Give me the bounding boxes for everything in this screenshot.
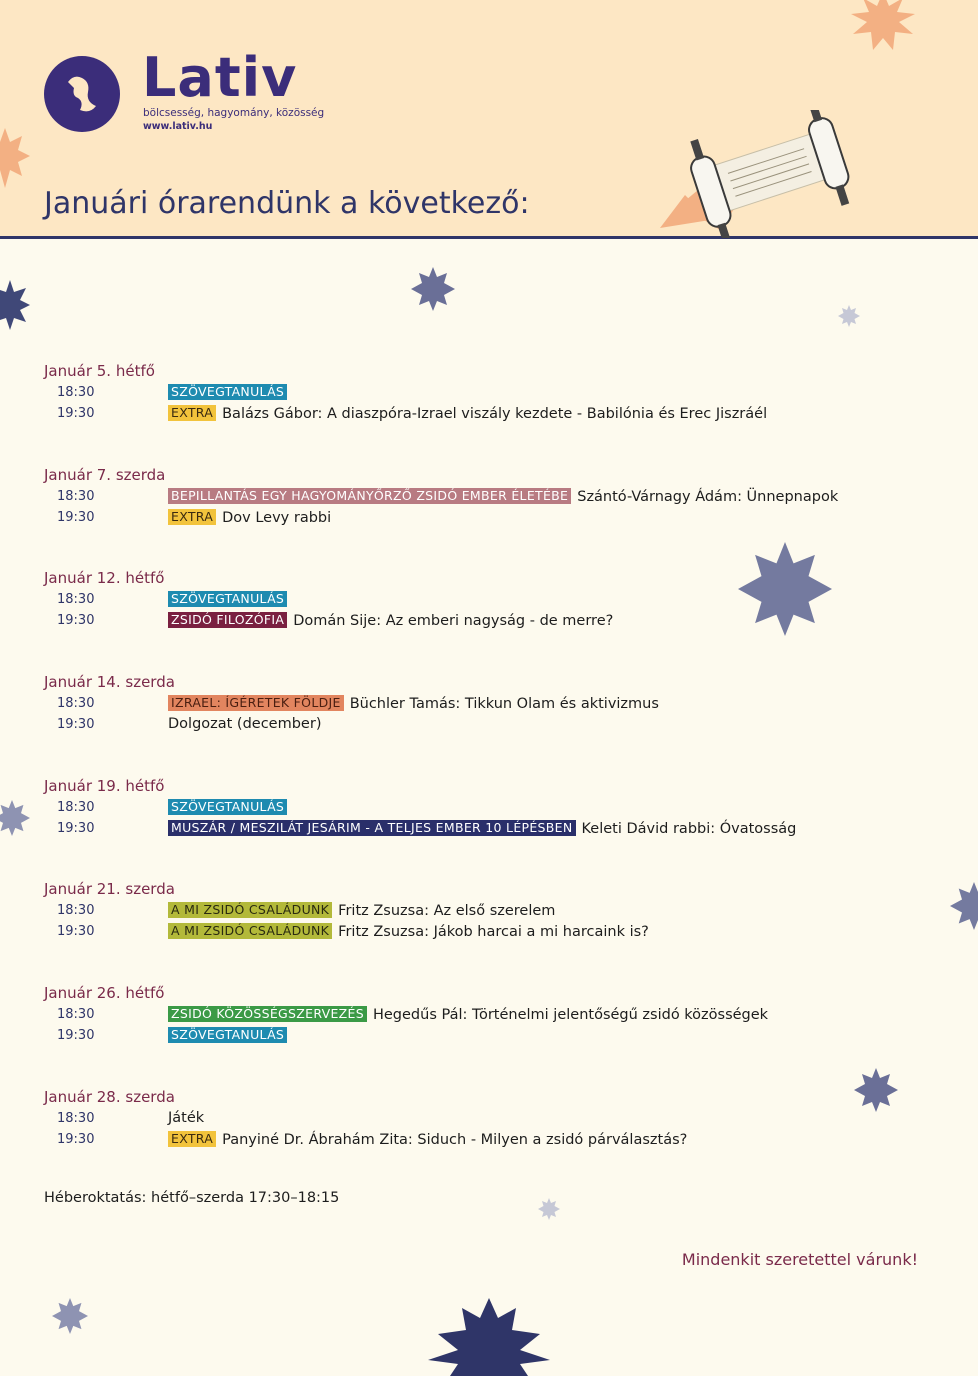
session-row: [168, 591, 293, 609]
session-time: 18:30: [57, 1007, 95, 1022]
day-title: Január 26. hétfő: [44, 984, 165, 1002]
star-decoration-icon: [950, 882, 978, 930]
session-time: 19:30: [57, 1132, 95, 1147]
session-time: 19:30: [57, 821, 95, 836]
star-decoration-icon: [411, 267, 455, 311]
star-decoration-icon: [854, 1068, 898, 1112]
day-title: Január 5. hétfő: [44, 362, 155, 380]
hebrew-lessons-note: Héberoktatás: hétfő–szerda 17:30–18:15: [44, 1190, 340, 1206]
session-row: [168, 902, 555, 920]
day-title: Január 12. hétfő: [44, 569, 165, 587]
star-decoration-icon: [0, 280, 30, 330]
course-tag: EXTRA: [168, 509, 216, 525]
session-title: Szántó-Várnagy Ádám: Ünnepnapok: [577, 489, 839, 505]
welcome-message: Mindenkit szeretettel várunk!: [681, 1250, 918, 1269]
star-decoration-icon: [738, 542, 832, 636]
day-title: Január 21. szerda: [44, 880, 175, 898]
session-time: 18:30: [57, 385, 95, 400]
star-decoration-icon: [52, 1298, 88, 1334]
session-title: Büchler Tamás: Tikkun Olam és aktivizmus: [349, 696, 659, 712]
course-tag: MUSZÁR / MESZILÁT JESÁRIM - A TELJES EMBER 10 LÉPÉSBEN: [168, 820, 576, 836]
brand-name: Lativ: [142, 46, 298, 109]
star-decoration-icon: [428, 1298, 550, 1376]
course-tag: SZÖVEGTANULÁS: [168, 1027, 287, 1043]
star-decoration-icon: [0, 128, 30, 188]
header: [0, 0, 978, 239]
session-row: [168, 799, 293, 817]
course-tag: ZSIDÓ FILOZÓFIA: [168, 612, 287, 628]
course-tag: A MI ZSIDÓ CSALÁDUNK: [168, 902, 332, 918]
session-time: 18:30: [57, 592, 95, 607]
session-row: [168, 1131, 687, 1149]
session-row: [168, 612, 613, 630]
day-title: Január 14. szerda: [44, 673, 175, 691]
session-row: [168, 695, 659, 713]
day-title: Január 7. szerda: [44, 466, 166, 484]
session-time: 19:30: [57, 924, 95, 939]
session-time: 18:30: [57, 489, 95, 504]
course-tag: SZÖVEGTANULÁS: [168, 799, 287, 815]
session-row: [168, 1027, 293, 1045]
session-title: Balázs Gábor: A diaszpóra-Izrael viszály kezdete - Babilónia és Erec Jiszráél: [222, 406, 768, 422]
course-tag: BEPILLANTÁS EGY HAGYOMÁNYŐRZŐ ZSIDÓ EMBER ÉLETÉBE: [168, 488, 571, 504]
lativ-logo-icon: [44, 56, 120, 132]
session-title: Fritz Zsuzsa: Jákob harcai a mi harcaink is?: [338, 924, 649, 940]
session-time: 19:30: [57, 613, 95, 628]
session-row: [168, 384, 293, 402]
brand-tagline: bölcsesség, hagyomány, közösség: [143, 107, 325, 119]
star-decoration-icon: [0, 798, 30, 838]
session-time: 19:30: [57, 406, 95, 421]
session-title: Domán Sije: Az emberi nagyság - de merre?: [293, 613, 614, 629]
brand-url[interactable]: www.lativ.hu: [143, 121, 213, 132]
course-tag: EXTRA: [168, 405, 216, 421]
session-time: 18:30: [57, 696, 95, 711]
torah-scroll-icon: [640, 110, 890, 238]
session-time: 19:30: [57, 717, 95, 732]
session-row: [168, 1006, 768, 1024]
course-tag: IZRAEL: ÍGÉRETEK FÖLDJE: [168, 695, 344, 711]
session-time: 19:30: [57, 1028, 95, 1043]
session-row: [168, 405, 767, 423]
day-title: Január 19. hétfő: [44, 777, 165, 795]
session-row: [168, 488, 838, 506]
session-row: [168, 923, 649, 941]
course-tag: SZÖVEGTANULÁS: [168, 591, 287, 607]
session-title: Hegedűs Pál: Történelmi jelentőségű zsidó közösségek: [372, 1007, 769, 1023]
session-title: Keleti Dávid rabbi: Óvatosság: [581, 821, 797, 837]
session-title: Játék: [168, 1110, 205, 1126]
star-decoration-icon: [838, 305, 860, 327]
session-time: 19:30: [57, 510, 95, 525]
course-tag: ZSIDÓ KÖZÖSSÉGSZERVEZÉS: [168, 1006, 367, 1022]
session-time: 18:30: [57, 800, 95, 815]
star-decoration-icon: [538, 1198, 560, 1220]
day-title: Január 28. szerda: [44, 1088, 175, 1106]
star-decoration-icon: [845, 0, 921, 52]
session-title: Panyiné Dr. Ábrahám Zita: Siduch - Milyen a zsidó párválasztás?: [222, 1132, 688, 1148]
course-tag: SZÖVEGTANULÁS: [168, 384, 287, 400]
session-title: Fritz Zsuzsa: Az első szerelem: [338, 903, 556, 919]
session-time: 18:30: [57, 903, 95, 918]
page-title: Januári órarendünk a következő:: [44, 186, 530, 221]
session-row: [168, 1110, 204, 1127]
course-tag: A MI ZSIDÓ CSALÁDUNK: [168, 923, 332, 939]
session-row: [168, 716, 321, 733]
course-tag: EXTRA: [168, 1131, 216, 1147]
session-time: 18:30: [57, 1111, 95, 1126]
session-title: Dov Levy rabbi: [222, 510, 332, 526]
session-title: Dolgozat (december): [168, 716, 322, 732]
session-row: [168, 820, 796, 838]
session-row: [168, 509, 331, 527]
